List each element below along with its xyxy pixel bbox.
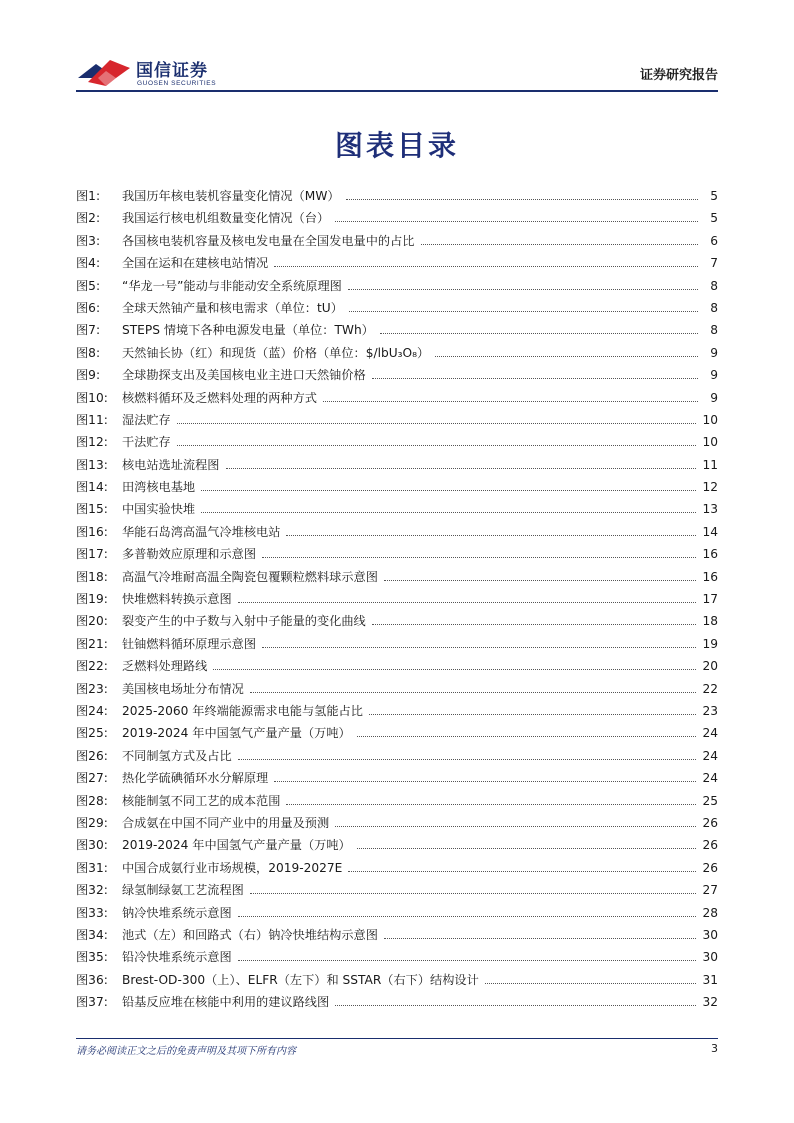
toc-entry[interactable] [76,364,718,386]
figure-toc-list [76,185,718,1013]
toc-dot-leader [274,257,698,267]
toc-entry[interactable] [76,409,718,431]
toc-dot-leader [226,459,697,469]
toc-page-number: 10 [702,412,718,427]
toc-dot-leader [250,884,697,894]
toc-entry[interactable] [76,588,718,610]
toc-figure-number: 图12: [76,435,108,450]
toc-figure-title: 全球天然铀产量和核电需求（单位：tU） [122,300,343,315]
toc-entry[interactable] [76,902,718,924]
toc-page-number: 11 [702,457,718,472]
toc-figure-number: 图1: [76,189,101,203]
toc-dot-leader [201,481,696,491]
toc-entry[interactable] [76,655,718,677]
toc-figure-title: 干法贮存 [122,435,171,450]
footer-disclaimer: 请务必阅读正文之后的免责声明及其项下所有内容 [76,1046,296,1057]
toc-page-number: 14 [702,524,718,539]
toc-dot-leader [384,929,697,939]
toc-page-number: 26 [702,860,718,875]
toc-page-number: 13 [702,502,718,517]
toc-dot-leader [372,615,697,625]
toc-figure-title: 全国在运和在建核电站情况 [122,256,269,271]
toc-dot-leader [213,660,696,670]
toc-figure-number: 图3: [76,233,101,248]
toc-page-number: 25 [702,793,718,808]
toc-figure-title: 2019-2024 年中国氢气产量产量（万吨） [122,838,351,853]
toc-page-number: 17 [702,592,718,607]
toc-figure-number: 图37: [76,995,108,1010]
toc-figure-number: 图14: [76,480,108,495]
toc-dot-leader [335,817,696,827]
toc-dot-leader [238,750,697,760]
toc-entry[interactable] [76,566,718,588]
toc-dot-leader [177,436,697,446]
toc-dot-leader [349,302,698,312]
toc-page-number: 27 [702,883,718,898]
toc-figure-title: 核能制氢不同工艺的成本范围 [122,793,281,808]
toc-entry[interactable] [76,185,718,207]
toc-figure-title: 池式（左）和回路式（右）钠冷快堆结构示意图 [122,927,378,942]
toc-figure-number: 图5: [76,278,101,293]
toc-dot-leader [421,235,699,245]
toc-page-number: 30 [702,927,718,942]
toc-entry[interactable] [76,767,718,789]
toc-entry[interactable] [76,790,718,812]
toc-dot-leader [238,907,697,917]
toc-figure-number: 图26: [76,748,108,763]
toc-dot-leader [369,705,697,715]
toc-entry[interactable] [76,207,718,229]
toc-dot-leader [250,683,697,693]
toc-figure-number: 图10: [76,390,108,405]
toc-page-number: 20 [702,659,718,674]
toc-figure-number: 图7: [76,323,101,338]
toc-figure-title: 田湾核电基地 [122,480,196,495]
toc-page-number: 23 [702,703,718,718]
toc-figure-title: 铅基反应堆在核能中利用的建议路线图 [122,995,330,1010]
toc-entry[interactable] [76,319,718,341]
toc-page-number: 26 [702,838,718,853]
toc-figure-number: 图6: [76,300,101,315]
toc-page-number: 18 [702,614,718,629]
toc-figure-title: 乏燃料处理路线 [122,659,208,674]
toc-figure-title: 中国合成氨行业市场规模，2019-2027E [122,860,343,875]
toc-page-number: 22 [702,681,718,696]
toc-entry[interactable] [76,834,718,856]
toc-dot-leader [384,571,697,581]
toc-entry[interactable] [76,924,718,946]
toc-figure-number: 图32: [76,883,108,898]
toc-entry[interactable] [76,610,718,632]
toc-dot-leader [485,974,697,984]
toc-page-number: 7 [710,256,718,271]
toc-entry[interactable] [76,633,718,655]
toc-entry[interactable] [76,857,718,879]
toc-page-number: 24 [702,771,718,786]
toc-figure-number: 图24: [76,703,108,718]
toc-dot-leader [286,526,696,536]
toc-figure-title: 我国历年核电装机容量变化情况（MW） [122,189,340,203]
toc-figure-number: 图30: [76,838,108,853]
toc-figure-title: 核电站选址流程图 [122,457,220,472]
toc-entry[interactable] [76,969,718,991]
toc-title: 图表目录 [334,129,459,162]
toc-dot-leader [357,727,697,737]
toc-entry[interactable] [76,521,718,543]
toc-dot-leader [238,951,697,961]
toc-figure-number: 图36: [76,972,108,987]
toc-dot-leader [177,414,697,424]
toc-entry[interactable] [76,498,718,520]
toc-page-number: 16 [702,547,718,562]
toc-figure-number: 图20: [76,614,108,629]
toc-figure-title: 中国实验快堆 [122,502,196,517]
toc-dot-leader [335,996,696,1006]
toc-figure-number: 图9: [76,368,101,383]
toc-dot-leader [348,862,696,872]
toc-figure-number: 图35: [76,950,108,965]
toc-figure-number: 图11: [76,412,108,427]
toc-figure-title: 不同制氢方式及占比 [122,748,232,763]
toc-figure-number: 图31: [76,860,108,875]
toc-entry[interactable] [76,342,718,364]
footer-divider [76,1038,718,1039]
toc-figure-title: 美国核电场址分布情况 [122,681,244,696]
toc-entry[interactable] [76,252,718,274]
toc-page-number: 9 [710,390,718,405]
toc-page-number: 32 [702,995,718,1010]
toc-page-number: 31 [702,972,718,987]
logo-text-en: GUOSEN SECURITIES [137,80,217,87]
toc-dot-leader [286,795,696,805]
toc-page-number: 5 [710,189,718,203]
toc-dot-leader [201,503,696,513]
toc-dot-leader [372,369,698,379]
toc-figure-title: 核燃料循环及乏燃料处理的两种方式 [122,390,317,405]
toc-figure-title: “华龙一号”能动与非能动安全系统原理图 [122,278,342,293]
toc-dot-leader [262,548,696,558]
toc-dot-leader [348,280,698,290]
toc-figure-number: 图34: [76,927,108,942]
toc-entry[interactable] [76,543,718,565]
toc-figure-number: 图15: [76,502,108,517]
toc-dot-leader [380,324,698,334]
toc-figure-number: 图4: [76,256,101,271]
toc-page-number: 30 [702,950,718,965]
toc-figure-number: 图2: [76,211,101,226]
toc-figure-title: Brest-OD-300（上）、ELFR（左下）和 SSTAR（右下）结构设计 [122,972,479,987]
toc-figure-number: 图28: [76,793,108,808]
toc-figure-title: 湿法贮存 [122,412,171,427]
toc-figure-title: 华能石岛湾高温气冷堆核电站 [122,524,281,539]
toc-dot-leader [435,347,698,357]
toc-page-number: 28 [702,905,718,920]
page-header [76,50,718,90]
report-type-label: 证券研究报告 [639,68,718,83]
header-divider [76,90,718,92]
page-number: 3 [711,1042,718,1055]
toc-figure-title: 高温气冷堆耐高温全陶瓷包覆颗粒燃料球示意图 [122,569,378,584]
toc-figure-title: 铅冷快堆系统示意图 [122,950,232,965]
toc-dot-leader [262,638,696,648]
toc-dot-leader [335,212,698,222]
toc-page-number: 8 [710,278,718,293]
toc-figure-title: 2019-2024 年中国氢气产量产量（万吨） [122,726,351,741]
toc-figure-number: 图19: [76,592,108,607]
toc-figure-title: 钍铀燃料循环原理示意图 [122,636,257,651]
toc-dot-leader [323,392,698,402]
toc-entry[interactable] [76,700,718,722]
toc-entry[interactable] [76,678,718,700]
toc-figure-title: 我国运行核电机组数量变化情况（台） [122,211,330,226]
toc-figure-number: 图33: [76,905,108,920]
toc-figure-number: 图22: [76,659,108,674]
toc-entry[interactable] [76,991,718,1013]
toc-figure-number: 图18: [76,569,108,584]
toc-entry[interactable] [76,946,718,968]
toc-figure-number: 图21: [76,636,108,651]
toc-entry[interactable] [76,297,718,319]
toc-page-number: 24 [702,748,718,763]
toc-entry[interactable] [76,879,718,901]
toc-page-number: 9 [710,368,718,383]
toc-figure-number: 图17: [76,547,108,562]
toc-figure-title: 快堆燃料转换示意图 [122,592,232,607]
toc-dot-leader [357,839,697,849]
toc-figure-number: 图16: [76,524,108,539]
toc-page-number: 5 [710,211,718,226]
toc-dot-leader [238,593,697,603]
toc-page-number: 24 [702,726,718,741]
toc-figure-number: 图8: [76,345,101,360]
toc-figure-title: 2025-2060 年终端能源需求电能与氢能占比 [122,703,363,718]
toc-figure-title: 各国核电装机容量及核电发电量在全国发电量中的占比 [122,233,415,248]
guosen-logo [76,56,236,90]
toc-figure-title: 钠冷快堆系统示意图 [122,905,232,920]
toc-figure-number: 图23: [76,681,108,696]
toc-figure-title: 多普勒效应原理和示意图 [122,547,257,562]
toc-figure-title: 裂变产生的中子数与入射中子能量的变化曲线 [122,614,366,629]
toc-figure-number: 图25: [76,726,108,741]
toc-entry[interactable] [76,454,718,476]
toc-page-number: 16 [702,569,718,584]
toc-figure-title: 全球勘探支出及美国核电业主进口天然铀价格 [122,368,366,383]
toc-page-number: 6 [710,233,718,248]
toc-page-number: 8 [710,300,718,315]
toc-entry[interactable] [76,387,718,409]
toc-figure-title: 合成氨在中国不同产业中的用量及预测 [122,815,330,830]
toc-entry[interactable] [76,431,718,453]
toc-figure-title: 天然铀长协（红）和现货（蓝）价格（单位：$/lbU₃O₈） [122,345,430,360]
toc-page-number: 8 [710,323,718,338]
toc-dot-leader [346,190,698,200]
toc-entry[interactable] [76,812,718,834]
toc-page-number: 12 [702,480,718,495]
toc-page-number: 26 [702,815,718,830]
toc-figure-number: 图29: [76,815,108,830]
guosen-logo-mark-icon [76,56,132,90]
toc-figure-number: 图13: [76,457,108,472]
logo-text-cn: 国信证券 [136,61,208,81]
toc-entry[interactable] [76,230,718,252]
toc-entry[interactable] [76,745,718,767]
toc-page-number: 9 [710,345,718,360]
toc-figure-title: 热化学硫碘循环水分解原理 [122,771,269,786]
toc-page-number: 19 [702,636,718,651]
toc-entry[interactable] [76,476,718,498]
toc-figure-title: STEPS 情境下各种电源发电量（单位：TWh） [122,323,374,338]
toc-dot-leader [274,772,696,782]
toc-page-number: 10 [702,435,718,450]
toc-figure-title: 绿氢制绿氨工艺流程图 [122,883,244,898]
toc-figure-number: 图27: [76,771,108,786]
toc-entry[interactable] [76,722,718,744]
toc-entry[interactable] [76,275,718,297]
